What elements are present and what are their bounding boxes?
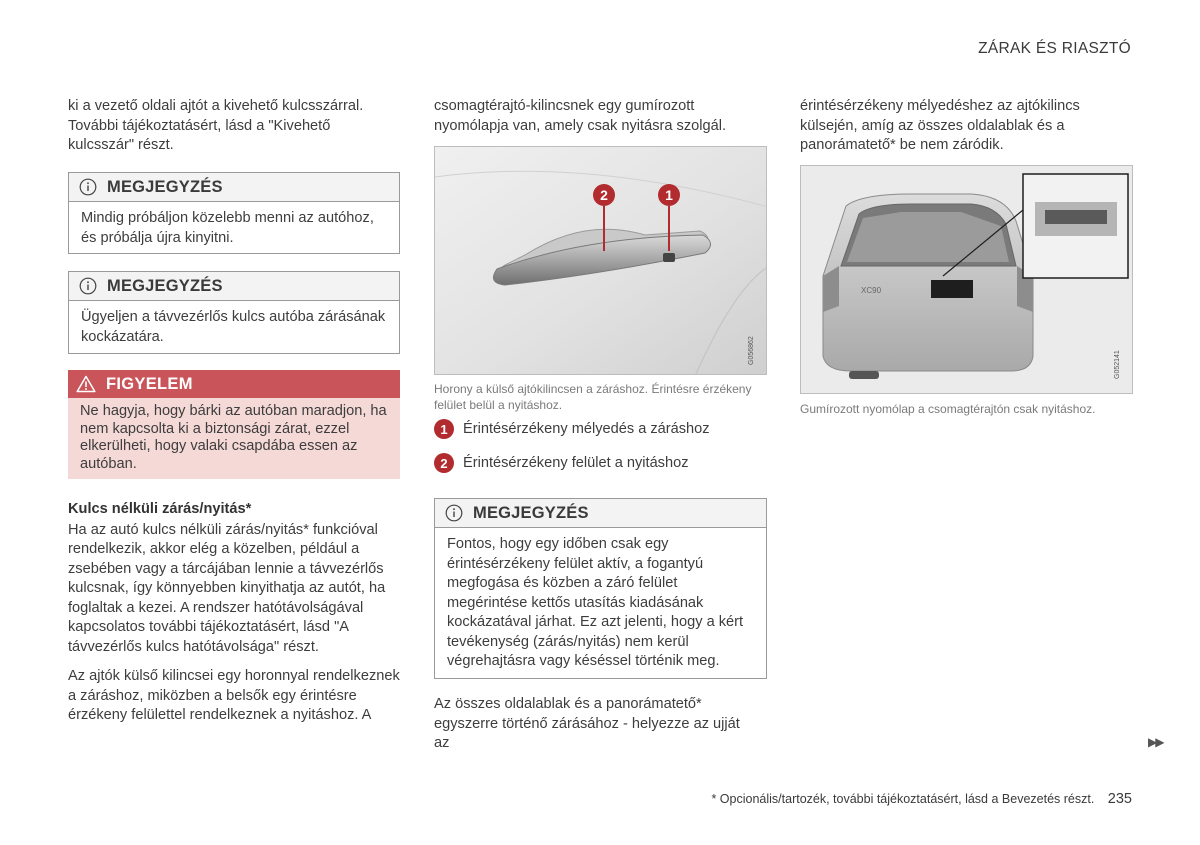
col1-intro: ki a vezető oldali ajtót a kivehető kulcsszárral. További tájékoztatásért, lásd a "Kivehető kulcsszár" részt.	[68, 98, 364, 153]
paragraph: Az ajtók külső kilincsei egy horonnyal rendelkeznek a záráshoz, miközben a belsők egy érintésre érzékeny felülettel rendelkeznek a nyitáshoz. A	[68, 668, 400, 723]
note-header	[69, 272, 399, 301]
note-header	[435, 499, 766, 528]
paragraph: Ha az autó kulcs nélküli zárás/nyitás* funkcióval rendelkezik, akkor elég a közelben, például a zsebében vagy a tárcájában lennie a távvezérlős kulcsnak, így könnyebben kinyithatja az autót, ha foglaltak a kezei. A rendszer hatótávolságával kapcsolatos további tájékoztatásért, lásd "A távvezérlős kulcs hatótávolsága" részt.	[68, 521, 386, 655]
note-header	[69, 173, 399, 202]
svg-text:2: 2	[600, 187, 608, 203]
note-box-1	[68, 172, 400, 254]
warning-header	[68, 370, 400, 398]
tailgate-illustration	[801, 166, 1133, 394]
note-body: Mindig próbáljon közelebb menni az autóhoz, és próbálja újra kinyitni.	[81, 210, 374, 246]
warning-box	[68, 370, 400, 479]
col3-intro: érintésérzékeny mélyedéshez az ajtókilincs külsején, amíg az összes oldalablak és a panorámatető* be nem záródik.	[800, 98, 1080, 153]
note-body: Ügyeljen a távvezérlős kulcs autóba zárásának kockázatára.	[81, 309, 386, 345]
note-title: MEGJEGYZÉS	[107, 177, 223, 196]
door-handle-illustration	[435, 147, 767, 375]
figure-code: G052141	[1114, 350, 1121, 379]
warning-triangle-icon	[76, 375, 96, 393]
footnote-text: * Opcionális/tartozék, további tájékoztatásért, lásd a Bevezetés részt.	[711, 792, 1095, 806]
note-box-2	[68, 271, 400, 354]
warning-body: Ne hagyja, hogy bárki az autóban maradjon, ha nem kapcsolta ki a biztonsági zárat, ezzel elkerülheti, hogy valaki csapdába essen az autóban.	[68, 398, 400, 479]
section-title: ZÁRAK ÉS RIASZTÓ	[978, 40, 1131, 57]
col2-intro: csomagtérajtó-kilincsnek egy gumírozott nyomólapja van, amely csak nyitásra szolgál.	[434, 98, 727, 134]
legend-number-badge: 2	[434, 453, 454, 473]
note-body: Fontos, hogy egy időben csak egy érintésérzékeny felület aktív, a fogantyú megfogása és közben a záró felület megérintése kettős utasítás kiadásának kockázatával járhat. Ez azt jelenti, hogy a kért tevékenység (zárás/nyitás) nem kerül végrehajtásra vagy késéssel történik meg.	[447, 536, 744, 669]
note-title: MEGJEGYZÉS	[107, 276, 223, 295]
figure-code: G056862	[748, 336, 755, 365]
col2-outro: Az összes oldalablak és a panorámatető* egyszerre történő zárásához - helyezze az ujját az	[434, 696, 740, 751]
next-page-marker-icon: ▶▶	[1148, 735, 1163, 749]
info-circle-icon	[79, 178, 97, 196]
figure-caption: Gumírozott nyomólap a csomagtérajtón csak nyitáshoz.	[800, 402, 1096, 416]
note-title: MEGJEGYZÉS	[473, 503, 589, 522]
footnote	[711, 791, 1132, 807]
door-handle-figure	[434, 146, 767, 375]
svg-text:XC90: XC90	[861, 286, 882, 295]
legend-text: Érintésérzékeny felület a nyitáshoz	[463, 455, 689, 471]
legend-item	[434, 453, 689, 473]
figure-caption: Horony a külső ajtókilincsen a záráshoz. Érintésre érzékeny felület belül a nyitáshoz.	[434, 382, 752, 412]
svg-text:1: 1	[665, 187, 673, 203]
note-box-3	[434, 498, 767, 679]
tailgate-figure	[800, 165, 1133, 394]
page-number: 235	[1107, 791, 1132, 807]
legend-number-badge: 1	[434, 419, 454, 439]
legend-text: Érintésérzékeny mélyedés a záráshoz	[463, 421, 710, 437]
info-circle-icon	[445, 504, 463, 522]
info-circle-icon	[79, 277, 97, 295]
legend-item	[434, 419, 710, 439]
warning-title: FIGYELEM	[106, 374, 193, 393]
section-heading: Kulcs nélküli zárás/nyitás*	[68, 501, 252, 517]
keyless-section	[68, 500, 400, 726]
